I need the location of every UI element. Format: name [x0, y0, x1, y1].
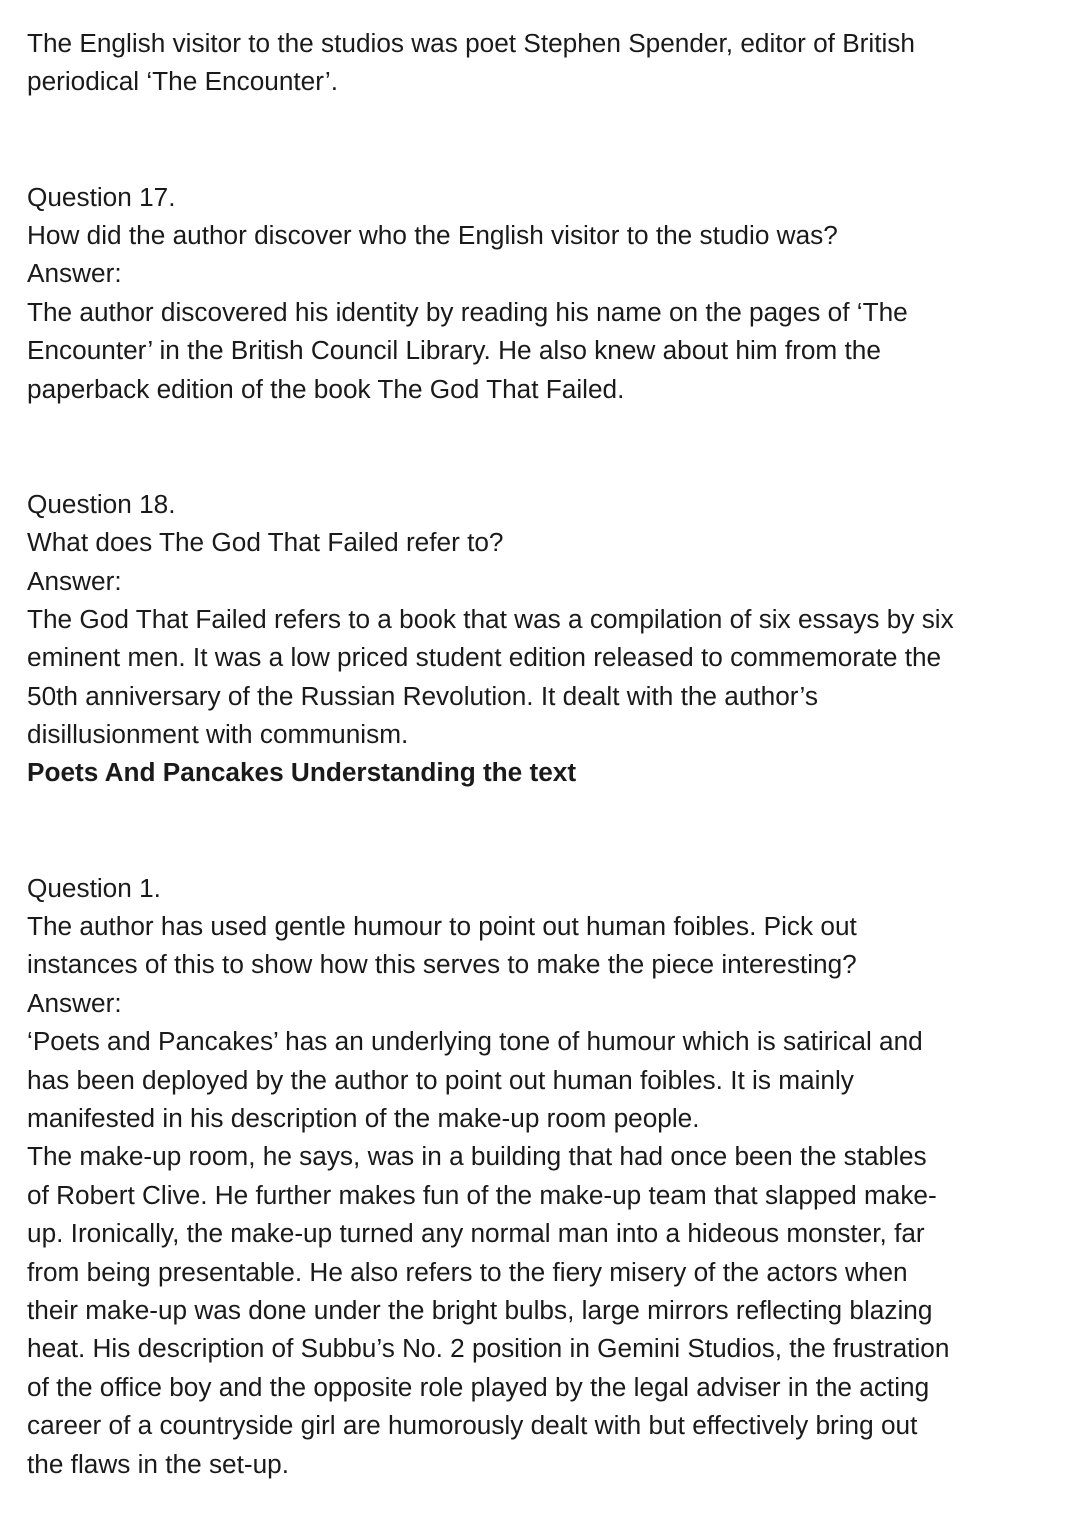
answer-line: ‘Poets and Pancakes’ has an underlying tone of humour which is satirical and: [27, 1026, 923, 1057]
answer-label: Answer:: [27, 258, 122, 289]
question-label: Question 1.: [27, 872, 161, 903]
question-text: What does The God That Failed refer to?: [27, 527, 504, 558]
question-text: The author has used gentle humour to point out human foibles. Pick out: [27, 911, 857, 942]
question-17-block: [27, 178, 1067, 408]
answer-line: up. Ironically, the make-up turned any normal man into a hideous monster, far: [27, 1218, 925, 1249]
answer-line: from being presentable. He also refers to the fiery misery of the actors when: [27, 1256, 908, 1287]
answer-line: the flaws in the set-up.: [27, 1448, 290, 1479]
section-heading: Poets And Pancakes Understanding the text: [27, 757, 577, 788]
question-text: How did the author discover who the English visitor to the studio was?: [27, 219, 838, 250]
answer-line: The make-up room, he says, was in a building that had once been the stables: [27, 1141, 927, 1172]
question-1-block: [27, 869, 1067, 1483]
answer-label: Answer:: [27, 987, 122, 1018]
answer-line: The author discovered his identity by reading his name on the pages of ‘The: [27, 296, 908, 327]
answer-line: of the office boy and the opposite role played by the legal adviser in the acting: [27, 1371, 930, 1402]
text-line: The English visitor to the studios was poet Stephen Spender, editor of British: [27, 28, 915, 58]
question-label: Question 17.: [27, 181, 176, 212]
intro-paragraph: [27, 24, 1067, 101]
answer-line: career of a countryside girl are humorously dealt with but effectively bring out: [27, 1410, 918, 1441]
answer-line: eminent men. It was a low priced student edition released to commemorate the: [27, 642, 942, 673]
answer-line: manifested in his description of the make-up room people.: [27, 1102, 700, 1133]
answer-line: The God That Failed refers to a book that was a compilation of six essays by six: [27, 603, 954, 634]
question-18-block: [27, 485, 1067, 754]
question-text: instances of this to show how this serves to make the piece interesting?: [27, 949, 857, 980]
answer-line: their make-up was done under the bright bulbs, large mirrors reflecting blazing: [27, 1294, 933, 1325]
answer-label: Answer:: [27, 565, 122, 596]
answer-line: 50th anniversary of the Russian Revolution. It dealt with the author’s: [27, 680, 818, 711]
spacer: [27, 792, 1067, 869]
spacer: [27, 408, 1067, 485]
answer-line: Encounter’ in the British Council Library. He also knew about him from the: [27, 335, 881, 366]
answer-line: of Robert Clive. He further makes fun of the make-up team that slapped make-: [27, 1179, 937, 1210]
document-page: [27, 24, 1067, 1483]
answer-line: has been deployed by the author to point out human foibles. It is mainly: [27, 1064, 854, 1095]
text-line: periodical ‘The Encounter’.: [27, 66, 339, 97]
answer-line: disillusionment with communism.: [27, 719, 409, 750]
question-label: Question 18.: [27, 488, 176, 519]
answer-line: paperback edition of the book The God That Failed.: [27, 373, 625, 404]
spacer: [27, 101, 1067, 178]
answer-line: heat. His description of Subbu’s No. 2 position in Gemini Studios, the frustration: [27, 1333, 950, 1364]
